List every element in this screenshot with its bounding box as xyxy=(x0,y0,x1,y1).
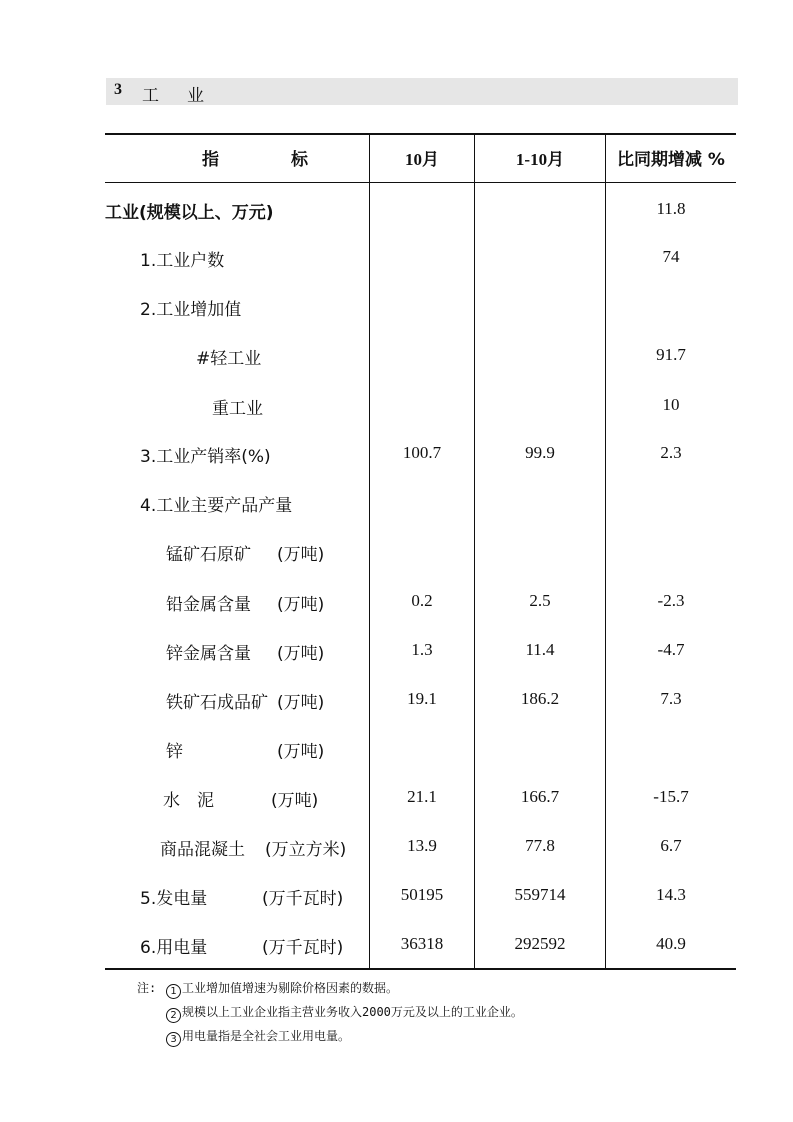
row-oct: 36318 xyxy=(400,934,444,953)
row-oct: 19.1 xyxy=(407,689,437,708)
row-label: 铁矿石成品矿 xyxy=(166,693,268,713)
row-unit: (万吨) xyxy=(277,545,325,565)
notes-prefix: 注: xyxy=(137,981,157,995)
row-label: 5.发电量 xyxy=(140,889,208,909)
table-row xyxy=(105,540,736,570)
row-yoy: 91.7 xyxy=(656,345,686,364)
row-yoy: 7.3 xyxy=(660,689,682,708)
row-label: 6.用电量 xyxy=(140,938,208,958)
table-row xyxy=(105,394,736,424)
row-yoy: -4.7 xyxy=(657,640,685,659)
note-item xyxy=(166,1027,350,1047)
section-header xyxy=(106,78,738,105)
table-bottom-rule xyxy=(105,968,736,970)
row-ytd: 559714 xyxy=(514,885,566,904)
row-yoy: -15.7 xyxy=(653,787,689,806)
row-label: #轻工业 xyxy=(196,349,262,369)
row-yoy: 6.7 xyxy=(660,836,682,855)
row-label: 1.工业户数 xyxy=(140,251,225,271)
table-row xyxy=(105,590,736,620)
table-row xyxy=(105,639,736,669)
section-title: 工业 xyxy=(142,86,232,106)
row-ytd: 292592 xyxy=(514,934,566,953)
table-row xyxy=(105,246,736,276)
note-text: 工业增加值增速为剔除价格因素的数据。 xyxy=(182,981,399,995)
table-row xyxy=(105,786,736,816)
row-label: 4.工业主要产品产量 xyxy=(140,496,293,516)
row-unit: (万吨) xyxy=(277,742,325,762)
row-unit: (万吨) xyxy=(277,693,325,713)
row-yoy: -2.3 xyxy=(657,591,685,610)
table-row xyxy=(105,344,736,374)
header-indicator xyxy=(180,145,330,170)
table-row xyxy=(105,835,736,865)
row-label: 锰矿石原矿 xyxy=(166,545,251,565)
row-yoy: 14.3 xyxy=(656,885,686,904)
row-yoy: 74 xyxy=(662,247,680,266)
header-october: 10月 xyxy=(405,150,439,169)
note-number-badge: 1 xyxy=(166,984,181,999)
row-label: 锌金属含量 xyxy=(166,644,251,664)
table-row xyxy=(105,198,736,228)
row-ytd: 11.4 xyxy=(525,640,555,659)
row-label: 铅金属含量 xyxy=(166,595,251,615)
row-yoy: 2.3 xyxy=(660,443,682,462)
row-label: 重工业 xyxy=(212,399,263,419)
row-ytd: 77.8 xyxy=(525,836,555,855)
row-ytd: 186.2 xyxy=(520,689,560,708)
header-indicator-char-2: 标 xyxy=(291,150,308,170)
table-top-rule xyxy=(105,133,736,135)
header-jan-oct: 1-10月 xyxy=(515,150,565,169)
table-row xyxy=(105,933,736,963)
row-oct: 100.7 xyxy=(402,443,442,462)
row-oct: 0.2 xyxy=(411,591,433,610)
row-oct: 21.1 xyxy=(407,787,437,806)
note-item xyxy=(166,979,398,999)
table-row xyxy=(105,737,736,767)
note-item xyxy=(166,1003,523,1023)
row-oct: 50195 xyxy=(400,885,444,904)
row-unit: (万千瓦时) xyxy=(262,889,344,909)
row-yoy: 11.8 xyxy=(656,199,686,218)
row-yoy: 10 xyxy=(662,395,680,414)
row-label: 水 泥 xyxy=(163,791,214,811)
row-ytd: 2.5 xyxy=(529,591,551,610)
header-yoy-change: 比同期增减 % xyxy=(617,150,725,170)
table-row xyxy=(105,884,736,914)
table-row xyxy=(105,295,736,325)
row-oct: 1.3 xyxy=(411,640,433,659)
section-number: 3 xyxy=(114,81,122,98)
note-text: 规模以上工业企业指主营业务收入2000万元及以上的工业企业。 xyxy=(182,1005,523,1019)
row-label: 工业(规模以上、万元) xyxy=(105,203,274,223)
row-unit: (万千瓦时) xyxy=(262,938,344,958)
row-label: 3.工业产销率(%) xyxy=(140,447,271,467)
row-label: 2.工业增加值 xyxy=(140,300,242,320)
note-number-badge: 3 xyxy=(166,1032,181,1047)
table-header-rule xyxy=(105,182,736,183)
row-ytd: 166.7 xyxy=(520,787,560,806)
row-unit: (万吨) xyxy=(271,791,319,811)
row-label: 锌 xyxy=(166,742,183,762)
row-unit: (万吨) xyxy=(277,644,325,664)
row-label: 商品混凝土 xyxy=(160,840,245,860)
row-unit: (万吨) xyxy=(277,595,325,615)
row-yoy: 40.9 xyxy=(656,934,686,953)
row-unit: (万立方米) xyxy=(265,840,347,860)
note-text: 用电量指是全社会工业用电量。 xyxy=(182,1029,351,1043)
table-row xyxy=(105,442,736,472)
row-oct: 13.9 xyxy=(407,836,437,855)
row-ytd: 99.9 xyxy=(525,443,555,462)
table-row xyxy=(105,491,736,521)
table-row xyxy=(105,688,736,718)
note-number-badge: 2 xyxy=(166,1008,181,1023)
header-indicator-char-1: 指 xyxy=(202,150,219,170)
